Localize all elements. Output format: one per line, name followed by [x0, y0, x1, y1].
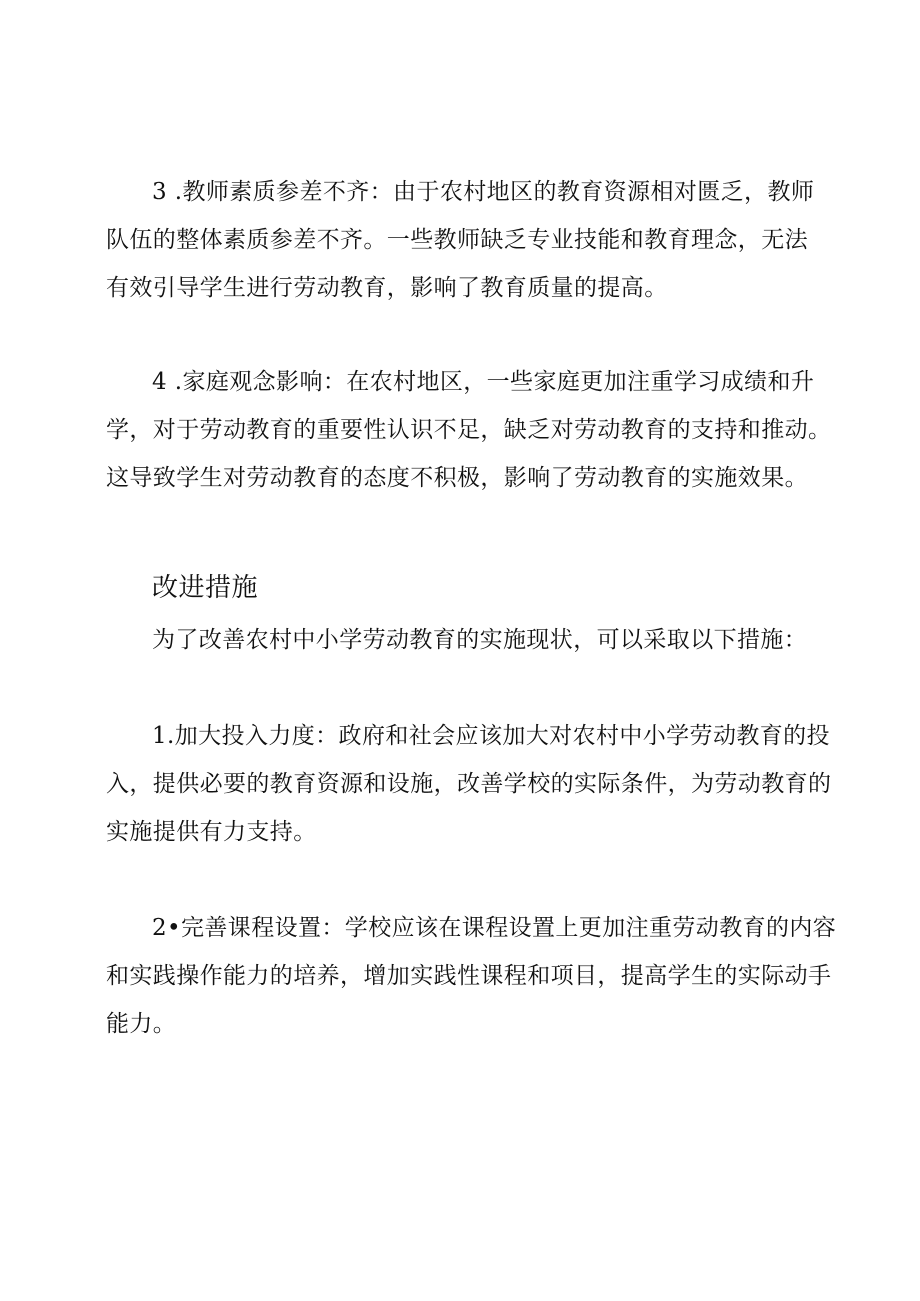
paragraph-increase-investment	[106, 712, 846, 856]
paragraph-line: 有效引导学生进行劳动教育，影响了教育质量的提高。	[106, 275, 668, 301]
paragraph-line: 1.加大投入力度：政府和社会应该加大对农村中小学劳动教育的投	[152, 723, 830, 749]
paragraph-line: 2•完善课程设置：学校应该在课程设置上更加注重劳动教育的内容	[152, 915, 837, 941]
paragraph-family-concepts	[106, 358, 846, 502]
paragraph-line: 4 .家庭观念影响：在农村地区，一些家庭更加注重学习成绩和升	[152, 369, 815, 395]
paragraph-teacher-quality	[106, 168, 846, 312]
paragraph-line: 队伍的整体素质参差不齐。一些教师缺乏专业技能和教育理念，无法	[106, 227, 808, 253]
paragraph-line: 为了改善农村中小学劳动教育的实施现状，可以采取以下措施：	[152, 627, 808, 653]
paragraph-line: 实施提供有力支持。	[106, 819, 317, 845]
paragraph-line: 能力。	[106, 1011, 177, 1037]
paragraph-line: 学，对于劳动教育的重要性认识不足，缺乏对劳动教育的支持和推动。	[106, 417, 832, 443]
paragraph-line: 和实践操作能力的培养，增加实践性课程和项目，提高学生的实际动手	[106, 963, 832, 989]
paragraph-line: 3 .教师素质参差不齐：由于农村地区的教育资源相对匮乏，教师	[152, 179, 815, 205]
paragraph-improve-curriculum	[106, 904, 846, 1048]
paragraph-line: 入，提供必要的教育资源和设施，改善学校的实际条件，为劳动教育的	[106, 771, 832, 797]
paragraph-improvement-intro	[106, 616, 846, 664]
paragraph-line: 这导致学生对劳动教育的态度不积极，影响了劳动教育的实施效果。	[106, 465, 808, 491]
section-heading-improvement: 改进措施	[152, 573, 259, 603]
